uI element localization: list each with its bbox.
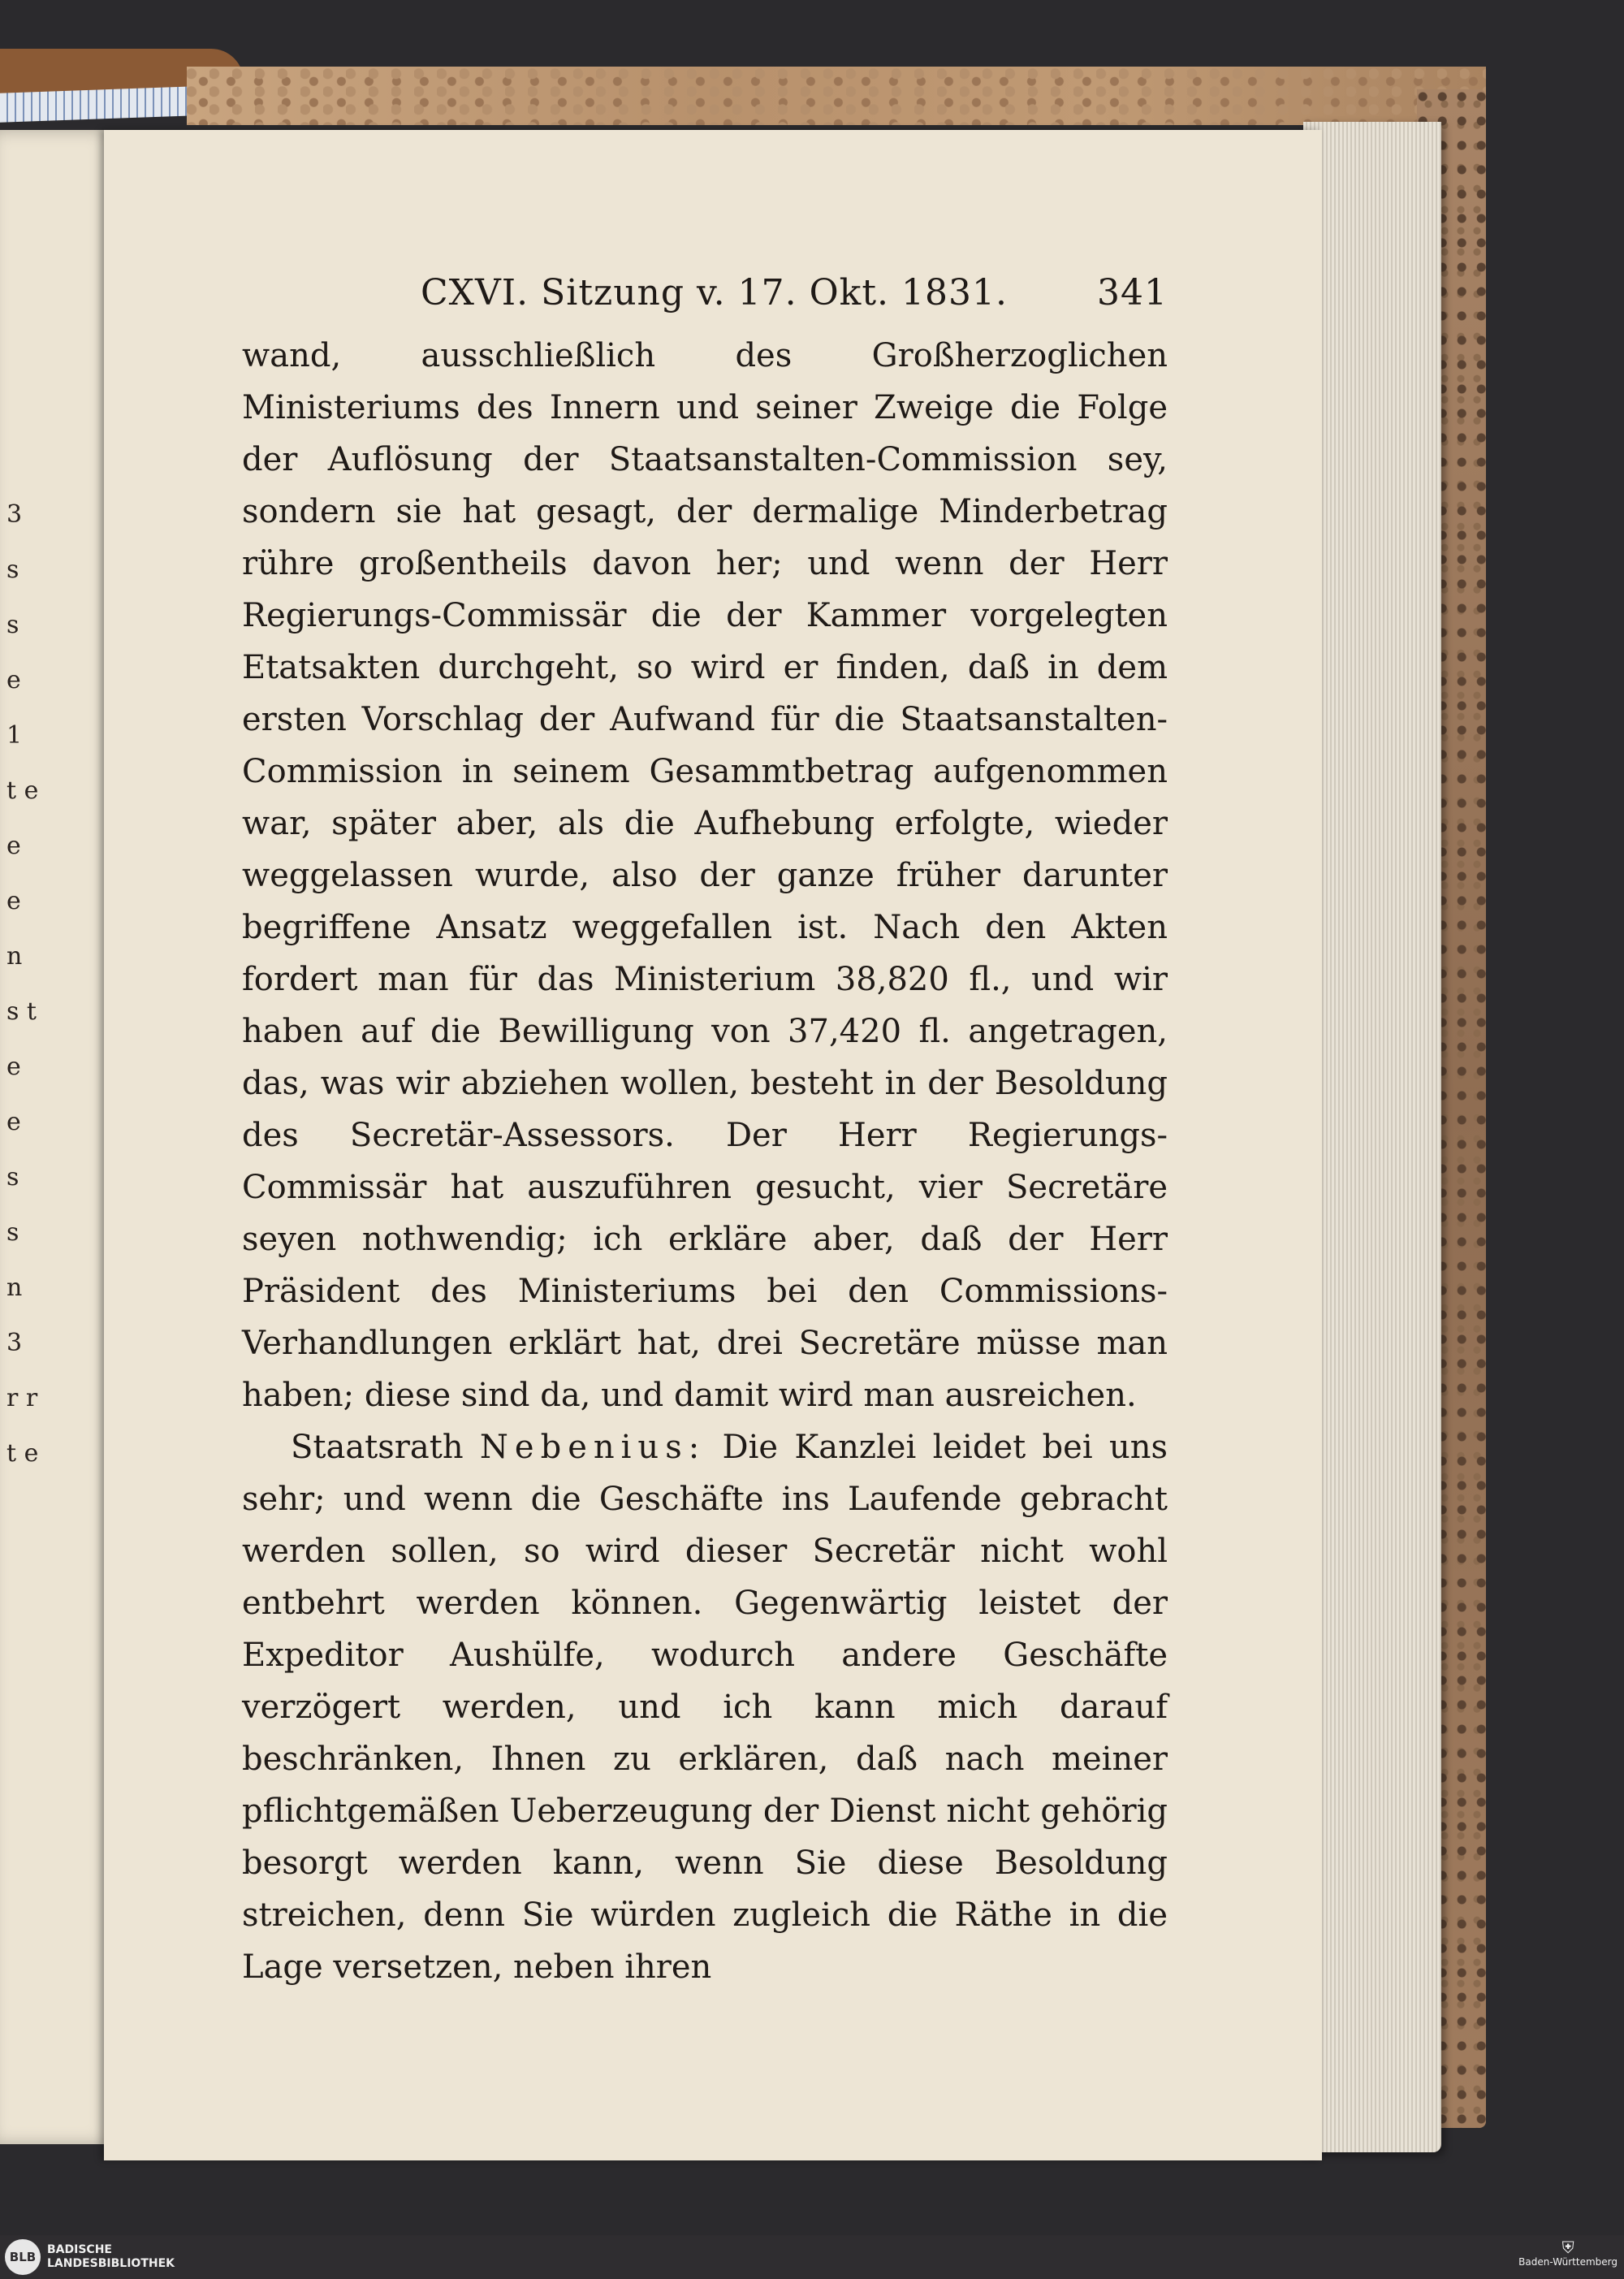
body-text <box>242 330 1168 1993</box>
institution-line-1: BADISCHE <box>47 2243 112 2256</box>
footer-bar <box>0 2235 1624 2279</box>
book-page <box>104 130 1322 2160</box>
baden-wuerttemberg-mark[interactable] <box>1518 2238 1618 2268</box>
speaker-name: Nebenius: <box>479 1429 706 1466</box>
left-page <box>0 130 114 2144</box>
baden-wuerttemberg-label: Baden-Württemberg <box>1518 2256 1618 2268</box>
page-number: 341 <box>1097 272 1168 314</box>
speaker-text: Die Kanzlei leidet bei uns sehr; und wenn die Geschäfte ins Laufende gebracht werden sollen, so wird dieser Secretär nicht wohl entbehrt werden können. Gegenwärtig leistet der Expeditor Aushülfe, wodurch andere Geschäfte verzögert werden, und ich kann mich darauf beschränken, Ihnen zu erklären, daß nach meiner pflichtgemäßen Ueberzeugung der Dienst nicht gehörig besorgt werden kann, wenn Sie diese Besoldung streichen, denn Sie würden zugleich die Räthe in die Lage versetzen, neben ihren <box>242 1429 1168 1986</box>
page-stack-edges <box>1303 122 1441 2152</box>
marbled-edge-top <box>187 67 1486 125</box>
paragraph-1: wand, ausschließlich des Großherzoglichen Ministeriums des Innern und seiner Zweige die Folge der Auflösung der Staatsanstalten-Commission sey, sondern sie hat gesagt, der dermalige Minderbetrag rühre großentheils davon her; und wenn der Herr Regierungs-Commissär die der Kammer vorgelegten Etatsakten durchgeht, so wird er finden, daß in dem ersten Vorschlag der Aufwand für die Staatsanstalten-Commission in seinem Gesammtbetrag aufgenommen war, später aber, als die Aufhebung erfolgte, wieder weggelassen wurde, also der ganze früher darunter begriffene Ansatz weggefallen ist. Nach den Akten fordert man für das Ministerium 38,820 fl., und wir haben auf die Bewilligung von 37,420 fl. angetragen, das, was wir abziehen wollen, besteht in der Besoldung des Secretär-Assessors. Der Herr Regierungs-Commissär hat auszuführen gesucht, vier Secretäre seyen nothwendig; ich erkläre aber, daß der Herr Präsident des Ministeriums bei den Commissions-Verhandlungen erklärt hat, drei Secretäre müsse man haben; diese sind da, und damit wird man ausreichen. <box>242 337 1168 1414</box>
running-head-title: CXVI. Sitzung v. 17. Okt. 1831. <box>421 272 1008 314</box>
blb-logo-icon[interactable]: BLB <box>5 2239 41 2275</box>
crest-icon: ⛨ <box>1561 2238 1574 2257</box>
speaker-prefix: Staatsrath <box>291 1429 464 1466</box>
running-head <box>421 272 1168 314</box>
institution-line-2: LANDESBIBLIOTHEK <box>47 2257 175 2270</box>
page-content <box>242 272 1168 1993</box>
paragraph-2 <box>242 1421 1168 1993</box>
institution-name[interactable] <box>47 2243 175 2271</box>
left-page-margin-text: 3 s s e 1 t e e e n s t e e s s n 3 r r t e <box>6 500 39 1468</box>
